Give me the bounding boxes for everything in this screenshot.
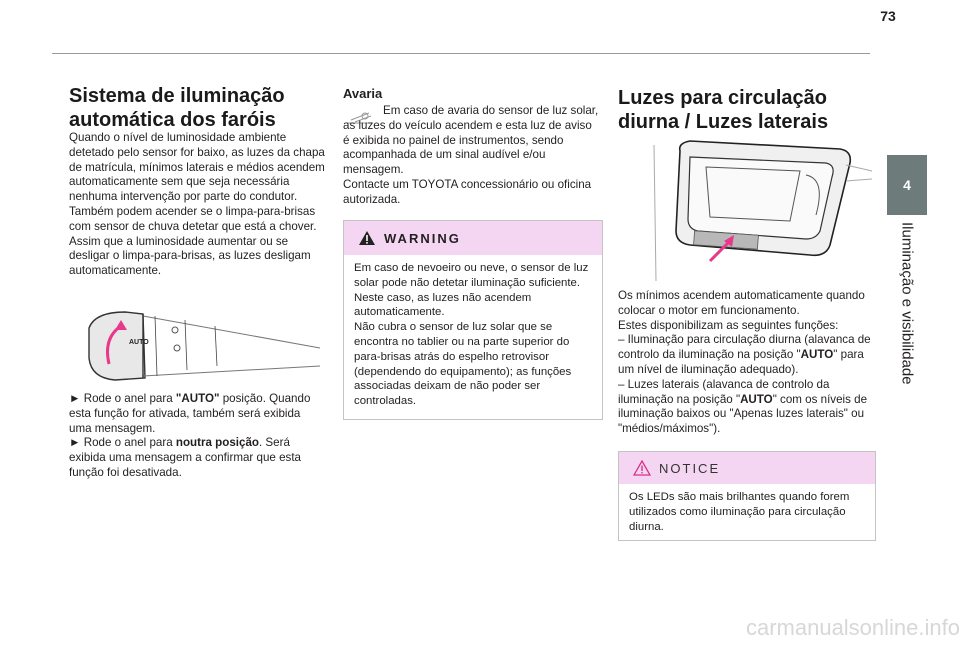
col1-paragraph-2: Assim que a luminosidade aumentar ou se desligar o limpa-para-brisas, as luzes desligam automaticamente. [69, 234, 311, 278]
avaria-title: Avaria [343, 86, 383, 101]
headlamp-illustration [650, 135, 874, 283]
page-number: 73 [880, 8, 896, 24]
notice-text: Os LEDs são mais brilhantes quando forem utilizados como iluminação para circulação diurna. [629, 491, 850, 533]
warning-p2: Não cubra o sensor de luz solar que se encontra no tablier ou na parte superior do para-brisas atrás do espelho retrovisor (dependendo do equipamento); as funções associadas deixam de não poder ser controladas. [354, 321, 572, 408]
col1-body [69, 131, 325, 279]
step-other-bold: noutra posição [175, 436, 259, 450]
avaria-text-2: Contacte um TOYOTA concessionário ou oficina autorizada. [343, 177, 592, 206]
col3-item1: – Iluminação para circulação diurna (alavanca de controlo da iluminação na posição "AUTO" para um nível de iluminação adequado). [618, 333, 871, 376]
warning-body [344, 255, 602, 409]
warning-header [344, 221, 602, 255]
chapter-tab[interactable]: 4 [887, 155, 927, 215]
avaria-body [343, 104, 601, 208]
col1-steps [69, 392, 325, 481]
notice-body [619, 484, 875, 534]
warning-p1: Em caso de nevoeiro ou neve, o sensor de luz solar pode não detetar iluminação suficiente. Neste caso, as luzes não acendem automaticamente. [354, 262, 589, 319]
item1-auto-bold: AUTO [800, 348, 834, 362]
notice-header [619, 452, 875, 484]
warning-title: WARNING [384, 230, 461, 246]
headlamp-drawing [650, 135, 874, 283]
avaria-text: Em caso de avaria do sensor de luz solar, as luzes do veículo acendem e esta luz de aviso é exibida no painel de instrumentos, sendo acompanhada de um sinal audível e/ou mensagem. [343, 104, 599, 177]
chapter-label [887, 222, 927, 385]
top-rule [52, 53, 870, 54]
step-auto: ► Rode o anel para "AUTO" posição. Quando esta função for ativada, também será exibida uma mensagem. [69, 392, 311, 435]
col1-paragraph: Quando o nível de luminosidade ambiente detetado pelo sensor for baixo, as luzes da chapa de matrícula, mínimos laterais e médios acendem automaticamente sem que seja necessária nenhuma intervenção por parte do condutor. Também podem acender se o limpa-para-brisas com sensor de chuva detetar que está a chover. [69, 131, 325, 233]
col3-body [618, 289, 874, 437]
avaria-heading [343, 86, 601, 101]
warning-triangle-icon [358, 230, 376, 246]
col3-p2: Estes disponibilizam as seguintes funções: [618, 318, 839, 332]
notice-box [618, 451, 876, 541]
section-title-daytime-lights: Luzes para circulação diurna / Luzes laterais [618, 87, 829, 133]
step-auto-bold: "AUTO" [175, 392, 220, 405]
chapter-label-text: Iluminação e visibilidade [898, 222, 916, 385]
section-title-auto-lighting: Sistema de iluminação automática dos faróis [69, 85, 285, 131]
notice-title: NOTICE [659, 460, 721, 476]
col3-item2: – Luzes laterais (alavanca de controlo da iluminação na posição "AUTO" com os níveis de iluminação baixos ou "Apenas luzes laterais" ou "médios/máximos"). [618, 377, 868, 436]
stalk-auto-label: AUTO [129, 339, 149, 346]
col3-title-block [618, 86, 874, 134]
watermark: carmanualsonline.info [745, 615, 960, 640]
stalk-illustration [85, 308, 325, 384]
notice-triangle-icon [633, 460, 651, 476]
warning-box [343, 220, 603, 420]
col3-p1: Os mínimos acendem automaticamente quando colocar o motor em funcionamento. [618, 289, 865, 317]
item2-auto-bold: AUTO [740, 392, 773, 406]
step-other: ► Rode o anel para noutra posição. Será exibida uma mensagem a confirmar que esta função foi desativada. [69, 436, 301, 479]
col1-title-block [69, 84, 325, 132]
stalk-drawing [85, 308, 325, 384]
